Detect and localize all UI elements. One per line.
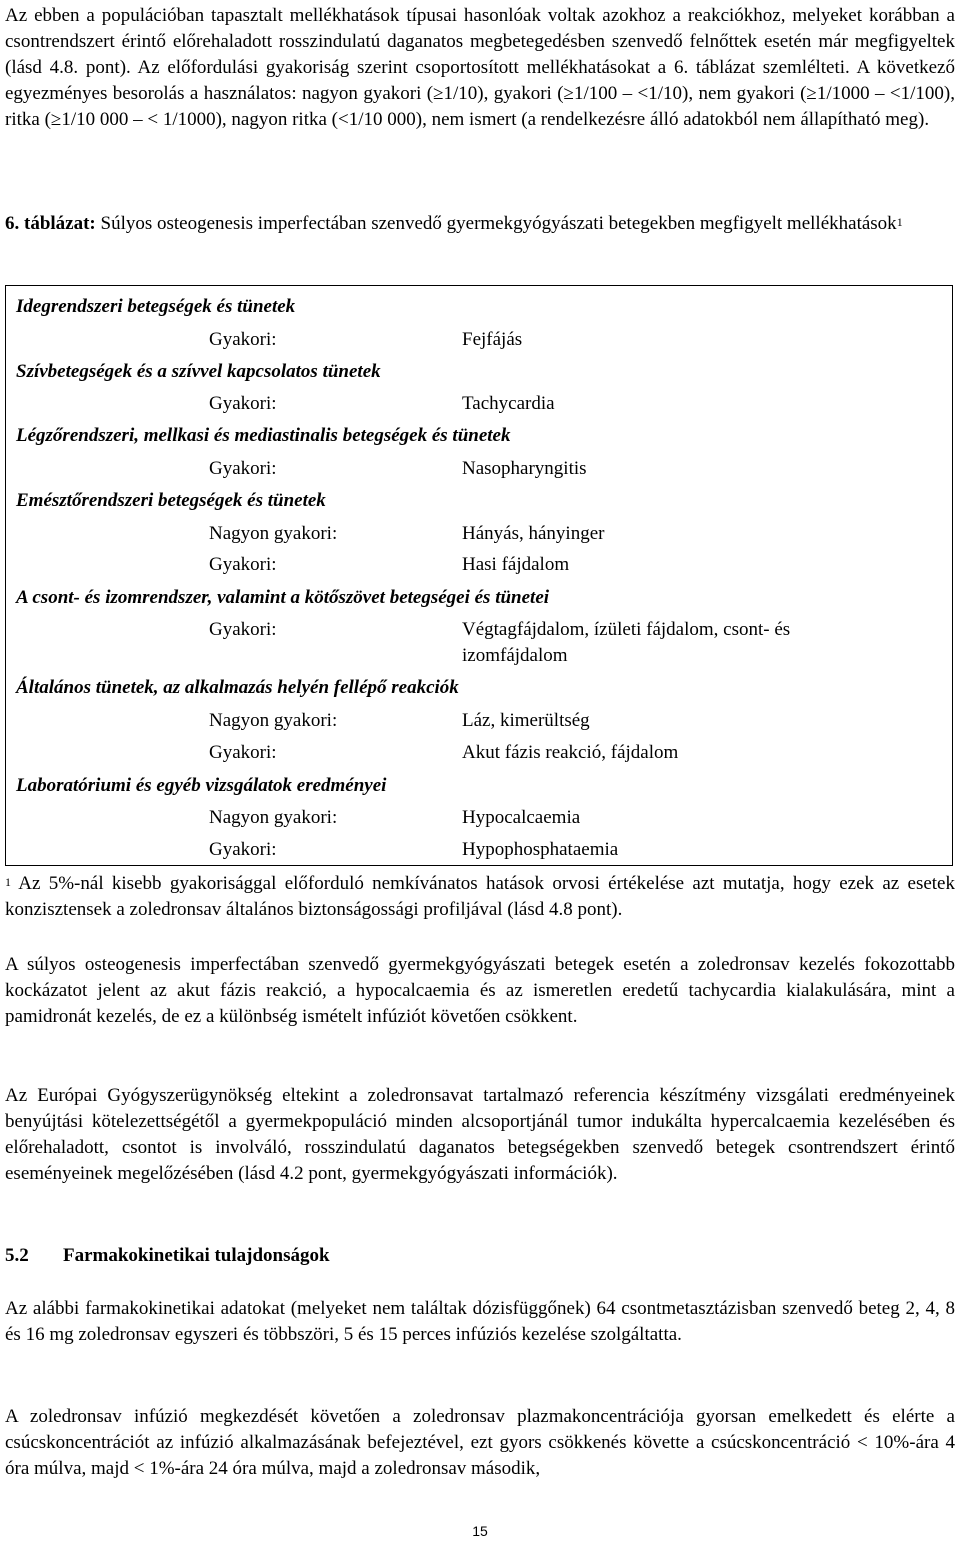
effect-cell: Nasopharyngitis: [462, 458, 587, 479]
section-heading: [5, 1243, 330, 1269]
frequency-cell: Nagyon gyakori:: [209, 710, 338, 731]
table-row: [6, 453, 952, 485]
table-caption-text: Súlyos osteogenesis imperfectában szenvedő gyermekgyógyászati betegekben megfigyelt mellékhatások: [95, 213, 897, 234]
frequency-cell: Gyakori:: [209, 393, 277, 414]
table-row: [6, 549, 952, 581]
page-number: 15: [472, 1523, 488, 1539]
table-row: [6, 705, 952, 737]
table-row: [6, 388, 952, 420]
table-section-heading: Laboratóriumi és egyéb vizsgálatok eredményei: [16, 775, 387, 796]
frequency-cell: Gyakori:: [209, 619, 277, 640]
table-caption: [5, 211, 955, 237]
footnote-text: Az 5%-nál kisebb gyakorisággal előforduló nemkívánatos hatások orvosi értékelése azt mutatja, hogy ezek az esetek konzisztensek a zoledronsav általános biztonságossági profiljával (lásd 4.8 pont).: [5, 873, 955, 920]
frequency-cell: Gyakori:: [209, 458, 277, 479]
table-footnote: [5, 871, 955, 923]
effect-cell: Láz, kimerültség: [462, 710, 590, 731]
paragraph-pk-data: Az alábbi farmakokinetikai adatokat (melyeket nem találtak dózisfüggőnek) 64 csontmetasztázisban szenvedő beteg 2, 4, 8 és 16 mg zoledronsav egyszeri és többszöri, 5 és 15 perces infúziós kezelése szolgáltatta.: [5, 1298, 955, 1345]
table-section-heading: Általános tünetek, az alkalmazás helyén fellépő reakciók: [16, 677, 459, 698]
paragraph-pk-concentration: A zoledronsav infúzió megkezdését követően a zoledronsav plazmakoncentrációja gyorsan emelkedett és elérte a csúcskoncentrációt az infúzió alkalmazásának befejeztével, ezt gyors csökkenés követte a csúcskoncentráció < 10%-ára 4 óra múlva, majd < 1%-ára 24 óra múlva, majd a zoledronsav második,: [5, 1406, 955, 1479]
effect-cell: Hasi fájdalom: [462, 554, 570, 575]
table-section-heading: Légzőrendszeri, mellkasi és mediastinalis betegségek és tünetek: [16, 425, 511, 446]
intro-text: Az ebben a populációban tapasztalt mellékhatások típusai hasonlóak voltak azokhoz a reakciókhoz, melyeket korábban a csontrendszert érintő előrehaladott rosszindulatú daganatos megbetegedésben szenvedő felnőttek esetén már megfigyeltek (lásd 4.8. pont). Az előfordulási gyakoriság szerint csoportosított mellékhatásokat a 6. táblázat szemlélteti. A következő egyezményes besorolás a használatos: nagyon gyakori (≥1/10), gyakori (≥1/100 – <1/10), nem gyakori (≥1/1000 – <1/100), ritka (≥1/10 000 – < 1/1000), nagyon ritka (<1/10 000), nem ismert (a rendelkezésre álló adatokból nem állapítható meg).: [5, 5, 955, 130]
frequency-cell: Gyakori:: [209, 329, 277, 350]
section-title: Farmakokinetikai tulajdonságok: [63, 1245, 330, 1266]
frequency-cell: Nagyon gyakori:: [209, 807, 338, 828]
table-row: [6, 518, 952, 550]
intro-paragraph: [5, 3, 955, 133]
effect-cell: Akut fázis reakció, fájdalom: [462, 742, 679, 763]
paragraph-ema-waiver: Az Európai Gyógyszerügynökség eltekint a zoledronsavat tartalmazó referencia készítmény vizsgálati eredményeinek benyújtási kötelezettségétől a gyermekpopuláció minden alcsoportjánál tumor indukálta hypercalcaemia kezelésében és előrehaladott, csontot is involváló, rosszindulatú daganatos betegségekben szenvedő betegek csontrendszert érintő eseményeinek megelőzésében (lásd 4.2 pont, gyermekgyógyászati információk).: [5, 1085, 955, 1184]
effect-cell: Hypocalcaemia: [462, 807, 581, 828]
adverse-reactions-table: [5, 285, 953, 866]
effect-cell: Hypophosphataemia: [462, 839, 619, 860]
paragraph-risk: A súlyos osteogenesis imperfectában szenvedő gyermekgyógyászati betegek esetén a zoledronsav kezelés fokozottabb kockázatot jelent az akut fázis reakció, a hypocalcaemia és az ismeretlen eredetű tachycardia kialakulására, mint a pamidronát kezelés, de ez a különbség ismételt infúziót követően csökkent.: [5, 954, 955, 1027]
table-caption-lead: 6. táblázat:: [5, 213, 96, 234]
table-section-heading: A csont- és izomrendszer, valamint a kötőszövet betegségei és tünetei: [16, 587, 550, 608]
section-number: 5.2: [5, 1245, 29, 1266]
table-row: [6, 802, 952, 834]
frequency-cell: Nagyon gyakori:: [209, 523, 338, 544]
frequency-cell: Gyakori:: [209, 742, 277, 763]
table-row: [6, 614, 952, 672]
table-section-heading: Emésztőrendszeri betegségek és tünetek: [16, 490, 326, 511]
frequency-cell: Gyakori:: [209, 839, 277, 860]
effect-cell: Fejfájás: [462, 329, 523, 350]
frequency-cell: Gyakori:: [209, 554, 277, 575]
table-section-heading: Szívbetegségek és a szívvel kapcsolatos tünetek: [16, 361, 381, 382]
table-section-heading: Idegrendszeri betegségek és tünetek: [16, 296, 296, 317]
table-row: [6, 737, 952, 769]
effect-cell: Hányás, hányinger: [462, 523, 605, 544]
effect-cell: Végtagfájdalom, ízületi fájdalom, csont- és izomfájdalom: [462, 619, 791, 666]
table-caption-footnote-mark: 1: [896, 215, 903, 229]
effect-cell: Tachycardia: [462, 393, 555, 414]
table-row: [6, 834, 952, 866]
table-row: [6, 324, 952, 356]
footnote-mark: 1: [5, 875, 11, 889]
